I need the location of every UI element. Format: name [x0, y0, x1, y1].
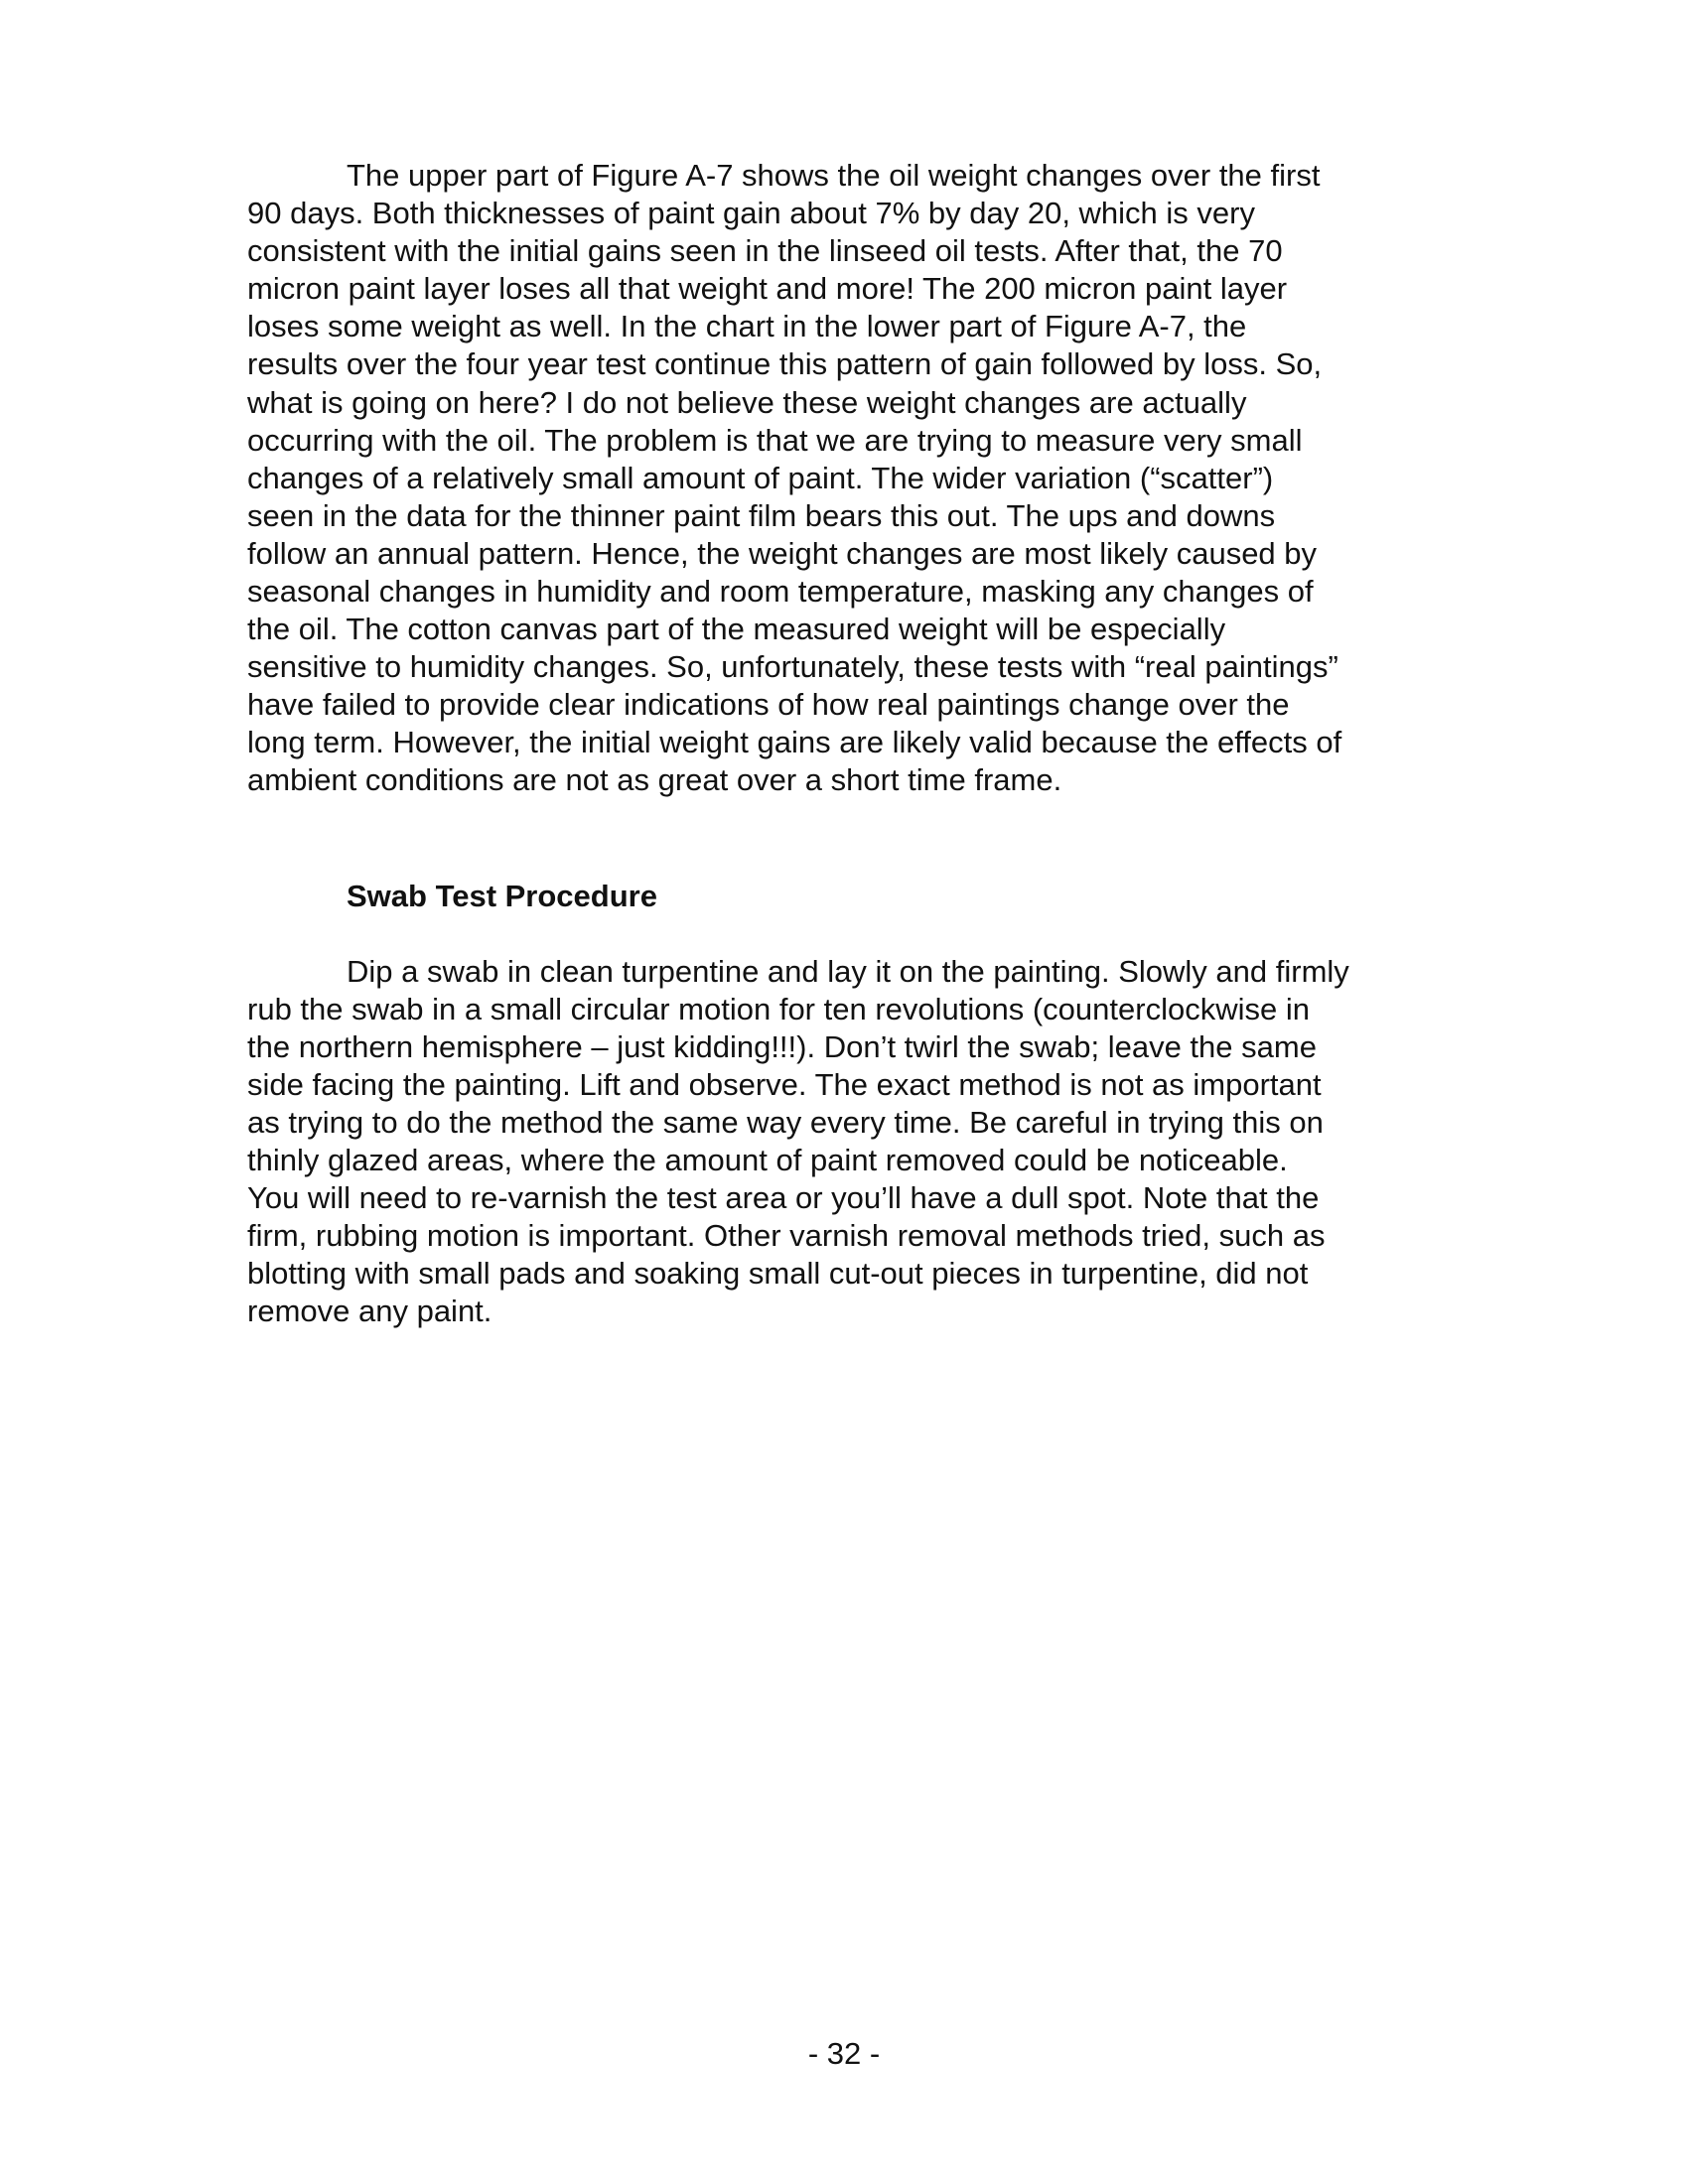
paragraph-1-line: 90 days. Both thicknesses of paint gain about 7% by day 20, which is very [247, 196, 1255, 230]
paragraph-2-line: blotting with small pads and soaking small cut-out pieces in turpentine, did not [247, 1256, 1309, 1291]
section-heading: Swab Test Procedure [347, 879, 657, 913]
paragraph-1-line: have failed to provide clear indications of how real paintings change over the [247, 687, 1290, 722]
paragraph-1-line: long term. However, the initial weight gains are likely valid because the effects of [247, 725, 1342, 759]
paragraph-2-line: Dip a swab in clean turpentine and lay it on the painting. Slowly and firmly [347, 954, 1349, 989]
page-number: - 32 - [807, 2036, 881, 2071]
paragraph-1-line: The upper part of Figure A-7 shows the oil weight changes over the first [347, 158, 1321, 193]
paragraph-1-line: micron paint layer loses all that weight and more! The 200 micron paint layer [247, 271, 1288, 306]
paragraph-2-line: thinly glazed areas, where the amount of paint removed could be noticeable. [247, 1143, 1288, 1177]
paragraph-1-line: consistent with the initial gains seen in the linseed oil tests. After that, the 70 [247, 233, 1283, 268]
paragraph-2-line: side facing the painting. Lift and observe. The exact method is not as important [247, 1067, 1322, 1102]
paragraph-2-line: remove any paint. [247, 1294, 492, 1328]
paragraph-2-line: firm, rubbing motion is important. Other varnish removal methods tried, such as [247, 1218, 1326, 1253]
paragraph-1-line: occurring with the oil. The problem is that we are trying to measure very small [247, 423, 1303, 458]
paragraph-1-line: seen in the data for the thinner paint film bears this out. The ups and downs [247, 498, 1276, 533]
paragraph-1-line: follow an annual pattern. Hence, the weight changes are most likely caused by [247, 536, 1318, 571]
paragraph-2-line: rub the swab in a small circular motion for ten revolutions (counterclockwise in [247, 992, 1310, 1026]
paragraph-1-line: results over the four year test continue this pattern of gain followed by loss. So, [247, 346, 1323, 381]
paragraph-1-line: sensitive to humidity changes. So, unfortunately, these tests with “real paintings” [247, 649, 1338, 684]
paragraph-1-line: seasonal changes in humidity and room temperature, masking any changes of [247, 574, 1314, 609]
paragraph-2-line: the northern hemisphere – just kidding!!!). Don’t twirl the swab; leave the same [247, 1029, 1317, 1064]
paragraph-1-line: ambient conditions are not as great over a short time frame. [247, 762, 1062, 797]
paragraph-1-line: loses some weight as well. In the chart in the lower part of Figure A-7, the [247, 309, 1247, 343]
paragraph-2-line: You will need to re-varnish the test area or you’ll have a dull spot. Note that the [247, 1180, 1320, 1215]
paragraph-2-line: as trying to do the method the same way every time. Be careful in trying this on [247, 1105, 1324, 1140]
paragraph-1-line: the oil. The cotton canvas part of the measured weight will be especially [247, 612, 1226, 646]
paragraph-1-line: what is going on here? I do not believe these weight changes are actually [247, 385, 1247, 420]
paragraph-1-line: changes of a relatively small amount of paint. The wider variation (“scatter”) [247, 461, 1274, 495]
